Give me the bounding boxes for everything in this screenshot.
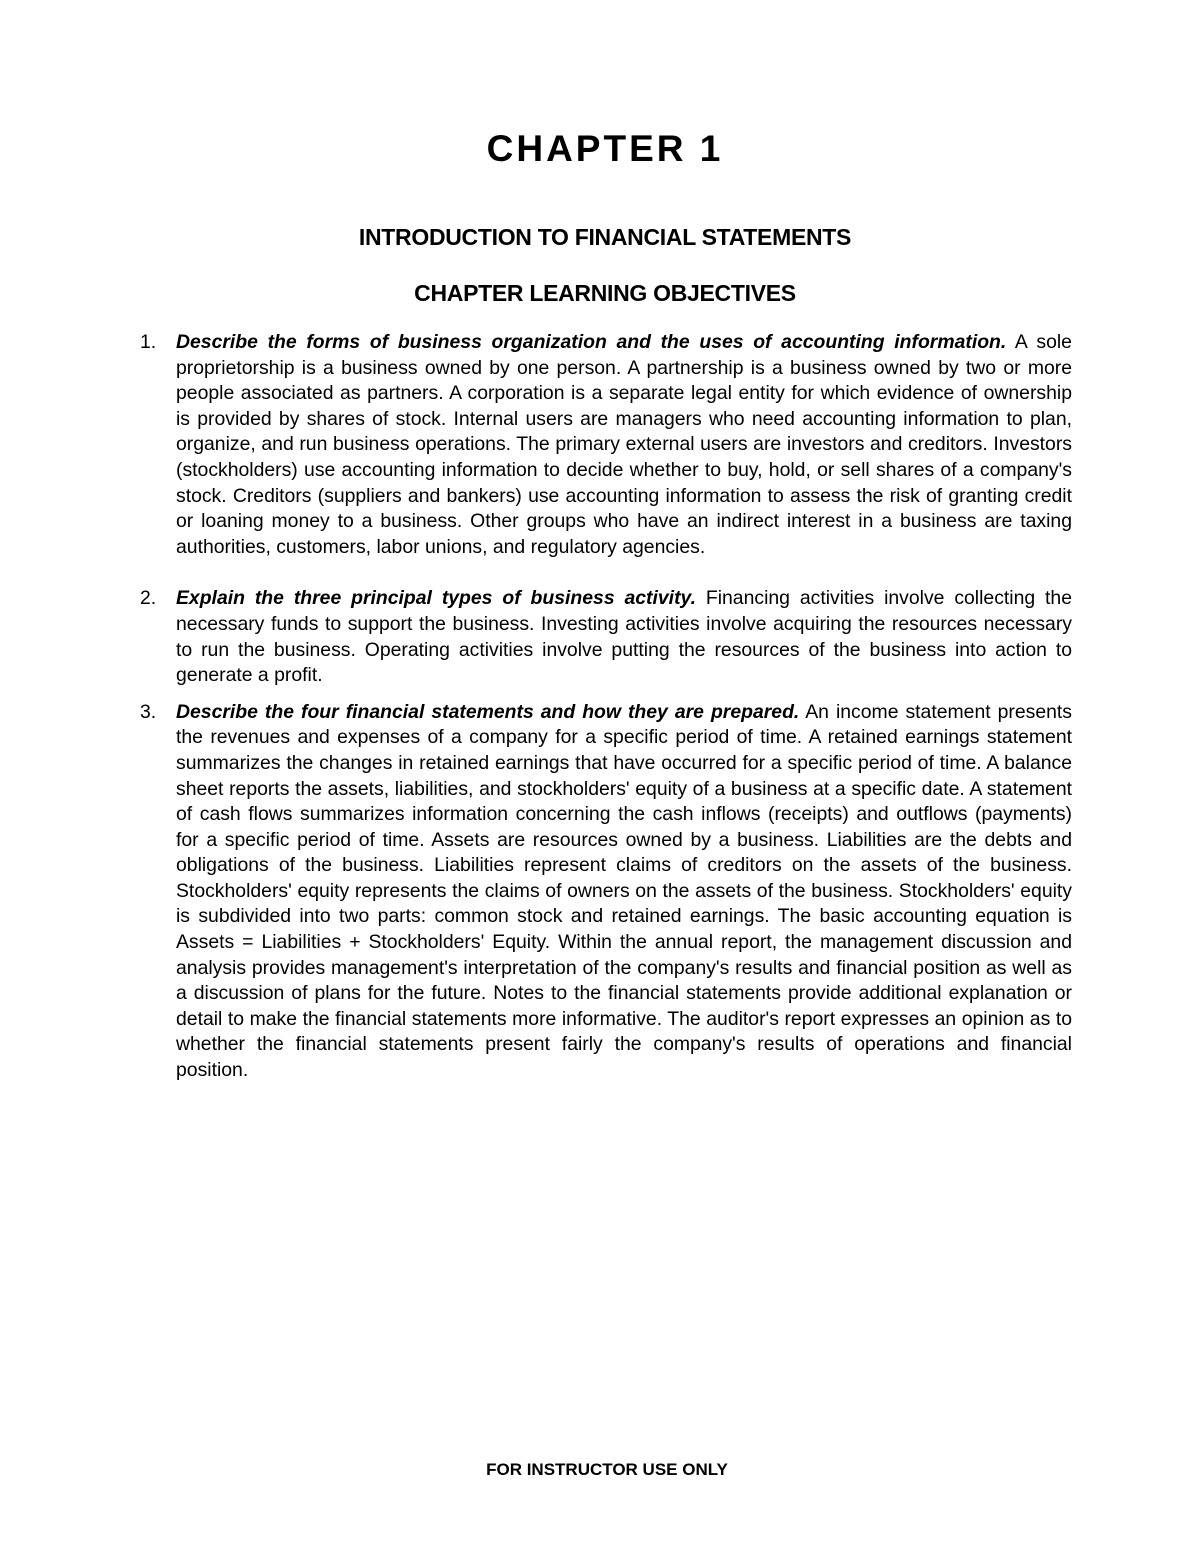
learning-objectives-list <box>140 330 1072 1084</box>
page-footer: FOR INSTRUCTOR USE ONLY <box>486 1460 728 1479</box>
learning-objective-1 <box>140 330 1072 560</box>
chapter-title: CHAPTER 1 <box>486 128 724 169</box>
objectives-heading: CHAPTER LEARNING OBJECTIVES <box>414 280 796 306</box>
objective-body: A sole proprietorship is a business owned by one person. A partnership is a business owned by two or more people associated as partners. A corporation is a separate legal entity for which evidence of ownership is provided by shares of stock. Internal users are managers who need accounting information to plan, organize, and run business operations. The primary external users are investors and creditors. Investors (stockholders) use accounting information to decide whether to buy, hold, or sell shares of a company's stock. Creditors (suppliers and bankers) use accounting information to assess the risk of granting credit or loaning money to a business. Other groups who have an indirect interest in a business are taxing authorities, customers, labor unions, and regulatory agencies. <box>176 331 1072 558</box>
objective-lead: Describe the four financial statements and how they are prepared. <box>176 700 800 723</box>
objective-body: Financing activities involve collecting the necessary funds to support the business. Investing activities involve acquiring the resources necessary to run the business. Operating activities involve putting the resources of the business into action to generate a profit. <box>176 587 1072 687</box>
objective-body: An income statement presents the revenues and expenses of a company for a specific period of time. A retained earnings statement summarizes the changes in retained earnings that have occurred for a specific period of time. A balance sheet reports the assets, liabilities, and stockholders' equity of a business at a specific date. A statement of cash flows summarizes information concerning the cash inflows (receipts) and outflows (payments) for a specific period of time. Assets are resources owned by a business. Liabilities are the debts and obligations of the business. Liabilities represent claims of creditors on the assets of the business. Stockholders' equity represents the claims of owners on the assets of the business. Stockholders' equity is subdivided into two parts: common stock and retained earnings. The basic accounting equation is Assets = Liabilities + Stockholders' Equity. Within the annual report, the management discussion and analysis provides management's interpretation of the company's results and financial position as well as a discussion of plans for the future. Notes to the financial statements provide additional explanation or detail to make the financial statements more informative. The auditor's report expresses an opinion as to whether the financial statements present fairly the company's results of operations and financial position. <box>176 700 1072 1082</box>
learning-objective-2 <box>140 586 1072 688</box>
objective-lead: Explain the three principal types of business activity. <box>176 587 696 610</box>
objective-lead: Describe the forms of business organization and the uses of accounting information. <box>176 331 1007 353</box>
objective-number: 3. <box>140 700 157 723</box>
chapter-subtitle: INTRODUCTION TO FINANCIAL STATEMENTS <box>358 224 852 250</box>
objective-number: 1. <box>140 331 157 353</box>
learning-objective-3 <box>140 700 1072 1084</box>
objective-number: 2. <box>140 587 157 610</box>
